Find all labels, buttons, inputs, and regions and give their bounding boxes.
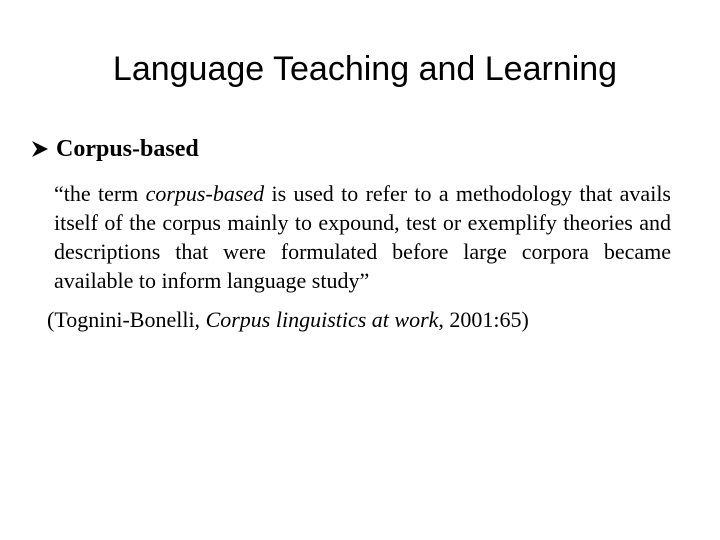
citation [47, 305, 529, 335]
arrowhead-bullet-icon [30, 139, 50, 159]
slide-title: Language Teaching and Learning [112, 50, 618, 88]
quote-term: corpus-based [145, 181, 265, 206]
definition-quote [54, 179, 671, 295]
bullet-label: Corpus-based [56, 136, 199, 162]
citation-year-page: , 2001:65) [438, 307, 529, 332]
citation-work: Corpus linguistics at work [205, 307, 439, 332]
quote-rest: is used to refer to a methodology that avails itself of the corpus mainly to expound, test or exemplify theories and descriptions that were formulated before large corpora became available to inform language study” [54, 181, 671, 293]
bullet-item-corpus-based [30, 132, 199, 166]
citation-author: (Tognini-Bonelli, [47, 307, 206, 332]
quote-open: “the term [54, 181, 146, 206]
